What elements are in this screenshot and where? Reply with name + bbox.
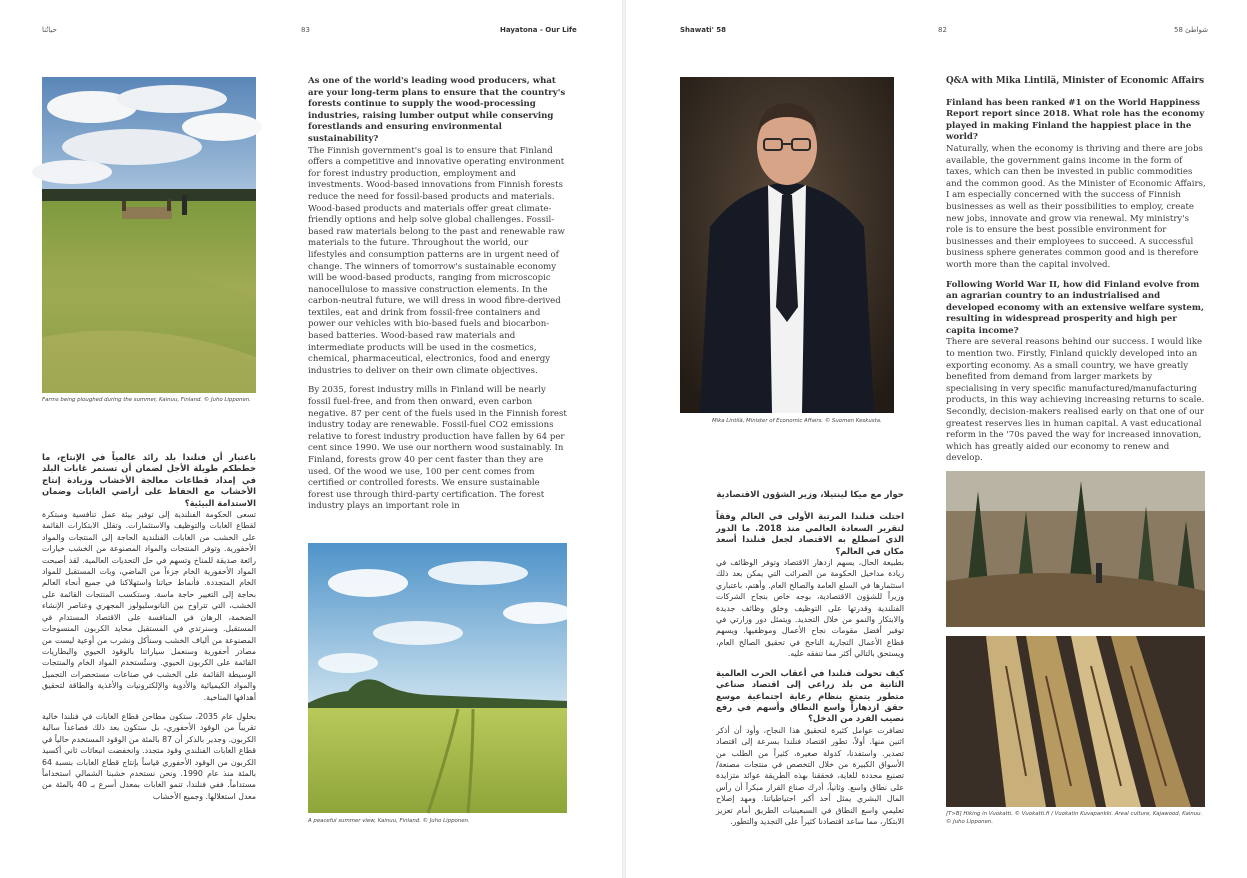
- right-english-answer-1: Naturally, when the economy is thriving and there are jobs available, the government gains income in the form of taxes, which can then be invested in public commodities and the common good. As the Minister of Economic Affairs, I am especially concerned with the success of Finnish businesses as well as their possibilities to employ, create new jobs, innovate and grow via renewal. My ministry's role is to ensure the best possible environment for businesses and their employees to succeed. A successful business sphere generates common good and is therefore worth more than the capital involved.: [946, 143, 1206, 270]
- kajawood-photo-image: [946, 636, 1205, 807]
- hiking-photo-image: [946, 471, 1205, 627]
- minister-portrait-image: [680, 77, 894, 413]
- right-publication-title: Shawati' 58: [680, 26, 727, 34]
- farm-photo-image: [42, 77, 256, 393]
- left-arabic-answer-2: بحلول عام 2035، ستكون مطاحن قطاع الغابات في فنلندا خالية تقريباً من الوقود الأحفوري، بل ستكون بعد ذلك فصاعداً سالبة الكربون. وجدير بالذكر أن 87 بالمئة من الوقود المستخدم حالياً في قطاع الغابات الفنلندي وقود متجدد. وانخفضت انبعاثات ثاني أكسيد الكربون من الوقود الأحفوري قياساً بإنتاج قطاع الغابات بنسبة 64 بالمئة منذ عام 1990. ونحن نستخدم خشبنا الشمالي استخداماً مستداماً. ففي فنلندا، تنمو الغابات بمعدل أسرع بـ 40 بالمئة من معدل استغلالها. وجميع الأخشاب: [42, 711, 257, 801]
- left-page: [0, 0, 622, 878]
- hiking-caption: [T>B] Hiking in Vuokatti. © Vuokatti.fi / Vuokatin Kuvapankki. Areal culture, Kajawood, Kainuu. © Juho Lipponen.: [946, 811, 1203, 825]
- minister-caption: Mika Lintilä, Minister of Economic Affairs. © Suomen Keskusta.: [712, 418, 882, 424]
- right-page: [626, 0, 1247, 878]
- right-english-column: [946, 76, 1206, 464]
- farm-caption: Farms being ploughed during the summer, Kainuu, Finland. © Juho Lipponen.: [42, 397, 251, 403]
- farm-photo: [42, 77, 256, 393]
- right-english-title: Q&A with Mika Lintilä, Minister of Economic Affairs: [946, 76, 1205, 86]
- kajawood-photo: [946, 636, 1205, 807]
- right-arabic-question-2: كيف تحولت فنلندا في أعقاب الحرب العالمية الثانية من بلد زراعي إلى اقتصاد صناعي متطور يتمتع بنظام رعاية اجتماعية موسع حقق ازدهاراً واسع النطاق وأسهم في رفع نصيب الفرد من الدخل؟: [716, 667, 904, 724]
- minister-portrait: [680, 77, 894, 413]
- summer-view-image: [308, 543, 567, 813]
- right-page-number: 82: [938, 26, 947, 34]
- left-english-answer-1: The Finnish government's goal is to ensure that Finland offers a competitive and innovative operating environment for forest industry production, employment and investments. Wood-based innovations from Finnish forests reduce the need for fossil-based products and materials. Wood-based products and materials offer great climate-friendly options and help solve global challenges. Fossil-based raw materials belong to the past and renewable raw materials to the future. Throughout the world, our lifestyles and consumption patterns are in urgent need of change. The winners of tomorrow's sustainable economy will be wood-based products, ranging from microscopic nanocellulose to massive construction elements. In the carbon-neutral future, we will dress in wood fibre-derived textiles, eat and drink from fossil-free containers and power our vehicles with bio-based fuels and biocarbon-based batteries. Wood-based raw materials and intermediate products will be used in the cosmetics, chemical, pharmaceutical, electronics, food and energy industries to deliver on their own climate objectives.: [308, 145, 565, 376]
- left-arabic-question: باعتبار أن فنلندا بلد رائد عالمياً في الإنتاج، ما خططكم طويلة الأجل لضمان أن تستمر غابات البلد في إمداد قطاعات معالجة الأخشاب وزيادة إنتاج الأخشاب مع الحفاظ على أراضي الغابات وضمان الاستدامة البيئية؟: [42, 452, 256, 508]
- left-english-column: [308, 76, 567, 512]
- right-arabic-answer-1: بطبيعة الحال، يسهم ازدهار الاقتصاد وتوفر الوظائف في زيادة مداخيل الحكومة من الضرائب التي يمكن بعد ذلك استثمارها في السلع العامة والصالح العام. وأهتم، باعتباري وزيراً للشؤون الاقتصادية، بوجه خاص بنجاح الشركات الفنلندية وقدرتها على التوظيف وخلق وظائف جديدة والابتكار والنمو من خلال التجديد. ويتمثل دور وزارتي في توفير أفضل مقومات نجاح الأعمال وموظفيها. ويسهم قطاع الأعمال التجارية الناجح في تحقيق الصالح العام، ويستحق بالتالي أكثر مما تنفقه عليه.: [716, 558, 904, 659]
- right-english-answer-2: There are several reasons behind our success. I would like to mention two. Firstly, Finland quickly developed into an exporting economy. As a small country, we have greatly benefited from demand from larger markets by specialising in very specific manufactured/manufacturing products, in this way achieving increasing returns to scale. Secondly, decision-makers realised early on that one of our greatest reserves lies in human capital. A vast educational reform in the '70s paved the way for increased innovation, which has greatly aided our economy to renew and develop.: [946, 337, 1205, 464]
- left-arabic-column: [42, 452, 256, 832]
- right-arabic-title: حوار مع ميكا لينتيلا، وزير الشؤون الاقتصادية: [716, 490, 904, 500]
- right-english-question-2: Following World War II, how did Finland evolve from an agrarian country to an industrialised and developed economy with an extensive welfare system, resulting in widespread prosperity and high per capita income?: [946, 279, 1204, 336]
- summer-caption: A peaceful summer view, Kainuu, Finland. © Juho Lipponen.: [308, 818, 470, 824]
- left-publication-title: Hayatona - Our Life: [500, 26, 577, 34]
- right-arabic-question-1: احتلت فنلندا المرتبة الأولى في العالم وفقاً لتقرير السعادة العالمي منذ 2018. ما الدور الذي اضطلع به الاقتصاد لجعل فنلندا أسعد مكان في العالم؟: [716, 511, 904, 556]
- left-arabic-answer-1: تسعى الحكومة الفنلندية إلى توفير بيئة عمل تنافسية ومبتكرة لقطاع الغابات والتوظيف والاستثمارات. وتقلل الابتكارات القائمة على الخشب من الغابات الفنلندية الحاجة إلى المنتجات والمواد الأحفورية. وتوفر المنتجات والمواد المصنوعة من الخشب خيارات رائعة صديقة للمناخ وتسهم في حل التحديات العالمية. لقد أصبحت المواد الأحفورية الخام جزءاً من الماضي، وبات المستقبل للمواد الخام المتجددة. فأنماط حياتنا واستهلاكنا في جميع أنحاء العالم بحاجة إلى التغيير حاجة ماسة. وستكسب المنتجات القائمة على الخشب، التي تتراوح بين النانوسليولوز المجهري وعناصر الإنشاء الضخمة، الرهان في المنافسة على الاقتصاد المستدام في المستقبل. وسنرتدي في المستقبل محايد الكربون المنسوجات المصنوعة من ألياف الخشب وسنأكل ونشرب من أوعية ليست من مصادر أحفورية وسنعمل سياراتنا بالوقود الحيوي والبطاريات القائمة على الكربون الحيوي. وستُستخدم المواد الخام والمنتجات الوسيطة القائمة على الخشب في صناعات مستحضرات التجميل والمواد الكيميائية والأدوية والإلكترونيات والأغذية والطاقة لتحقيق أهدافها المناخية.: [42, 510, 256, 702]
- summer-view-photo: [308, 543, 567, 813]
- right-arabic-column: [716, 490, 904, 835]
- hiking-photo: [946, 471, 1205, 627]
- right-arabic-answer-2: تضافرت عوامل كثيرة لتحقيق هذا النجاح، وأود أن أذكر اثنين منها. أولاً، تطور اقتصاد فنلندا بسرعة إلى اقتصاد تصدير. واستفدنا، كدولة صغيرة، كثيراً من الطلب من الأسواق الكبيرة من خلال التخصص في منتجات مصنعة/ تصنيع محددة للغاية، فحققنا بهذه الطريقة عوائد متزايدة على نطاق واسع. وثانياً، أدرك صناع القرار مبكراً أن رأس المال البشري يمثل أحد أكبر احتياطياتنا. ومهد إصلاح تعليمي واسع النطاق في السبعينيات الطريق أمام تعزيز الابتكار، مما ساعد اقتصادنا كثيراً على التجديد والتطور.: [716, 725, 904, 826]
- left-english-question: As one of the world's leading wood producers, what are your long-term plans to ensure that the country's forests continue to supply the wood-processing industries, raising lumber output while conserving forestlands and ensuring environmental sustainability?: [308, 76, 566, 144]
- left-arabic-running-title: حياتُنا: [42, 26, 57, 34]
- left-english-answer-2: By 2035, forest industry mills in Finland will be nearly fossil fuel-free, and from then onward, even carbon negative. 87 per cent of the fuels used in the Finnish forest industry today are renewable. Fossil-fuel CO2 emissions relative to forest industry production have fallen by 64 per cent since 1990. We use our northern wood sustainably. In Finland, forests grow 40 per cent faster than they are used. Of the wood we use, 100 per cent comes from certified or controlled forests. We ensure sustainable forest use through third-party certification. The forest industry plays an important role in: [308, 385, 567, 512]
- left-page-number: 83: [301, 26, 310, 34]
- right-english-question-1: Finland has been ranked #1 on the World Happiness Report report since 2018. What role has the economy played in making Finland the happiest place in the world?: [946, 97, 1205, 143]
- right-arabic-running-title: شواطئ 58: [1174, 26, 1208, 34]
